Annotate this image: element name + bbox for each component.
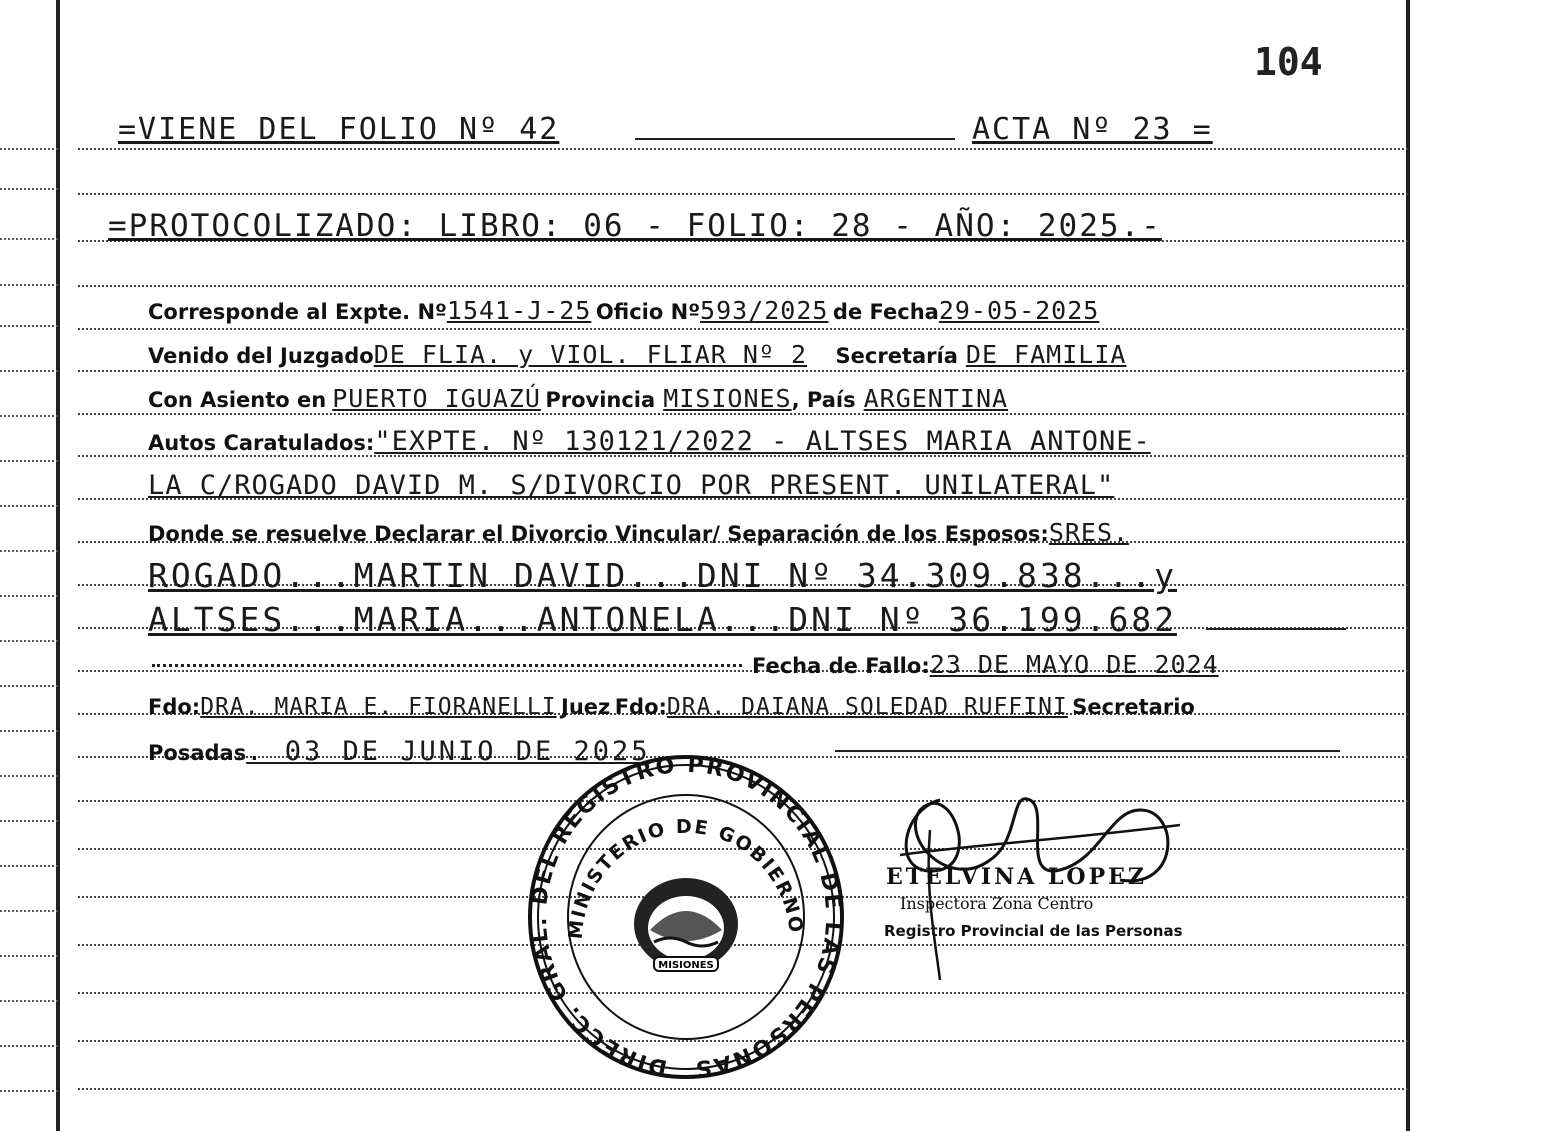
protocolizado: =PROTOCOLIZADO: LIBRO: 06 - FOLIO: 28 - AÑO: 2025.-: [108, 208, 1162, 244]
secretaria-label: Secretaría: [835, 344, 958, 368]
fdo-row: [148, 694, 1195, 720]
resuelve-label: Donde se resuelve Declarar el Divorcio Vincular/ Separación de los Esposos:: [148, 522, 1049, 546]
margin-line: [0, 415, 58, 417]
oficio-value: 593/2025: [700, 296, 829, 325]
margin-line: [0, 910, 58, 912]
folio-number: 104: [1254, 40, 1323, 84]
asiento-value: PUERTO IGUAZÚ: [332, 384, 541, 413]
margin-line: [0, 148, 58, 150]
acta-number: ACTA Nº 23 =: [972, 112, 1213, 147]
fallo-row: [752, 650, 1219, 679]
page-right-border: [1406, 0, 1410, 1131]
margin-line: [0, 284, 58, 286]
margin-line: [0, 460, 58, 462]
spouse-1: ROGADO...MARTIN DAVID...DNI Nº 34.309.838...y: [148, 556, 1178, 595]
spouse-dash-line: [1206, 628, 1346, 630]
expte-label: Corresponde al Expte. Nº: [148, 300, 447, 324]
fdo-secretario-value: DRA. DAIANA SOLEDAD RUFFINI: [666, 694, 1068, 720]
signer-org: Registro Provincial de las Personas: [884, 922, 1183, 940]
ruled-line: [78, 148, 1408, 150]
posadas-label: Posadas: [148, 741, 247, 765]
asiento-label: Con Asiento en: [148, 388, 327, 412]
fallo-label: Fecha de Fallo:: [752, 654, 930, 678]
margin-line: [0, 325, 58, 327]
stamp-outer-text: DIRECC. GRAL. DEL REGISTRO PROVINCIAL DE LAS PERSONAS: [526, 752, 846, 1081]
fdo-juez-value: DRA. MARIA E. FIORANELLI: [200, 694, 557, 720]
signer-title: Inspectora Zona Centro: [900, 894, 1094, 913]
signer-name: ETELVINA LOPEZ: [886, 864, 1147, 890]
fdo2-label: Fdo:: [614, 695, 667, 719]
provincia-value: MISIONES: [663, 384, 792, 413]
fallo-value: 23 DE MAYO DE 2024: [929, 650, 1219, 679]
secretaria-value: DE FAMILIA: [965, 340, 1127, 369]
posadas-value: . 03 DE JUNIO DE 2025: [246, 736, 651, 767]
pais-value: ARGENTINA: [863, 384, 1009, 413]
margin-line: [0, 865, 58, 867]
autos-row: [148, 426, 1151, 457]
viene-del-folio: =VIENE DEL FOLIO Nº 42: [118, 112, 560, 147]
stamp-inner-text: MINISTERIO DE GOBIERNO: [564, 815, 808, 941]
margin-line: [0, 640, 58, 642]
fdo-label: Fdo:: [148, 695, 201, 719]
posadas-dash-line: [835, 750, 1340, 752]
margin-line: [0, 505, 58, 507]
secretario-label: Secretario: [1072, 695, 1195, 719]
fecha-label: de Fecha: [832, 300, 939, 324]
margin-line: [0, 1045, 58, 1047]
ruled-line: [78, 328, 1408, 330]
margin-line: [0, 730, 58, 732]
ruled-line: [78, 193, 1408, 195]
margin-line: [0, 550, 58, 552]
juzgado-value: DE FLIA. y VIOL. FLIAR Nº 2: [373, 340, 808, 369]
header-dash-line: [635, 138, 955, 140]
autos-value-line2: LA C/ROGADO DAVID M. S/DIVORCIO POR PRESENT. UNILATERAL": [148, 470, 1115, 501]
juzgado-label: Venido del Juzgado: [148, 344, 374, 368]
spouse-2: ALTSES...MARIA...ANTONELA...DNI Nº 36.199.682: [148, 600, 1178, 639]
provincia-label: Provincia: [545, 388, 656, 412]
expte-row: [148, 296, 1099, 325]
juzgado-row: [148, 340, 1126, 369]
expte-value: 1541-J-25: [446, 296, 592, 325]
margin-line: [0, 1000, 58, 1002]
fecha-value: 29-05-2025: [938, 296, 1100, 325]
margin-line: [0, 775, 58, 777]
margin-line: [0, 238, 58, 240]
resuelve-row: [148, 518, 1129, 547]
margin-line: [0, 1090, 58, 1092]
margin-line: [0, 595, 58, 597]
resuelve-value: SRES.: [1048, 518, 1130, 547]
margin-line: [0, 955, 58, 957]
autos-value-line1: "EXPTE. Nº 130121/2022 - ALTSES MARIA ANTONE-: [374, 426, 1151, 457]
margin-line: [0, 370, 58, 372]
asiento-row: [148, 384, 1008, 413]
official-stamp: [526, 752, 846, 1082]
oficio-label: Oficio Nº: [595, 300, 701, 324]
stamp-emblem-text: MISIONES: [658, 960, 714, 971]
ruled-line: [78, 1088, 1408, 1090]
autos-label: Autos Caratulados:: [148, 431, 375, 455]
ruled-line: [78, 370, 1408, 372]
ruled-line: [78, 285, 1408, 287]
page-left-border: [56, 0, 60, 1131]
ruled-line: [78, 413, 1408, 415]
margin-line: [0, 188, 58, 190]
pais-label: , País: [791, 388, 856, 412]
fallo-dotted-fill: [152, 664, 742, 667]
margin-line: [0, 685, 58, 687]
province-emblem-icon: [634, 878, 738, 971]
juez-label: Juez: [561, 695, 611, 719]
margin-line: [0, 820, 58, 822]
